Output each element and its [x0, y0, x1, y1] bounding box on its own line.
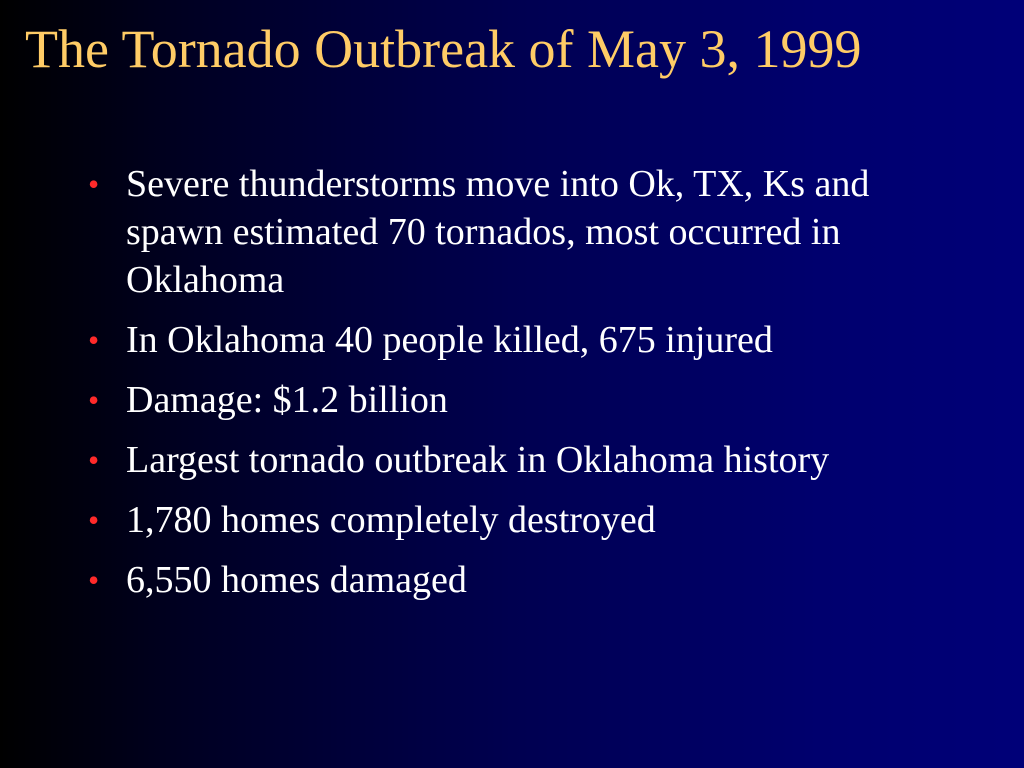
bullet-text: Severe thunderstorms move into Ok, TX, Ks and spawn estimated 70 tornados, most occurred in Oklahoma — [126, 163, 870, 301]
bullet-item — [86, 496, 916, 544]
bullet-text: 1,780 homes completely destroyed — [126, 499, 656, 541]
bullet-item — [86, 436, 916, 484]
bullet-item — [86, 316, 916, 364]
bullet-dot-icon: • — [88, 562, 100, 598]
bullet-dot-icon: • — [88, 166, 100, 202]
bullet-item — [86, 556, 916, 604]
bullet-dot-icon: • — [88, 502, 100, 538]
slide-title: The Tornado Outbreak of May 3, 1999 — [25, 19, 862, 79]
bullet-item — [86, 160, 916, 304]
bullet-text: In Oklahoma 40 people killed, 675 injured — [126, 319, 773, 361]
bullet-dot-icon: • — [88, 442, 100, 478]
bullet-text: Largest tornado outbreak in Oklahoma history — [126, 439, 830, 481]
bullet-list — [86, 160, 916, 616]
bullet-dot-icon: • — [88, 322, 100, 358]
bullet-text: 6,550 homes damaged — [126, 559, 467, 601]
bullet-text: Damage: $1.2 billion — [126, 379, 448, 421]
bullet-dot-icon: • — [88, 382, 100, 418]
bullet-item — [86, 376, 916, 424]
